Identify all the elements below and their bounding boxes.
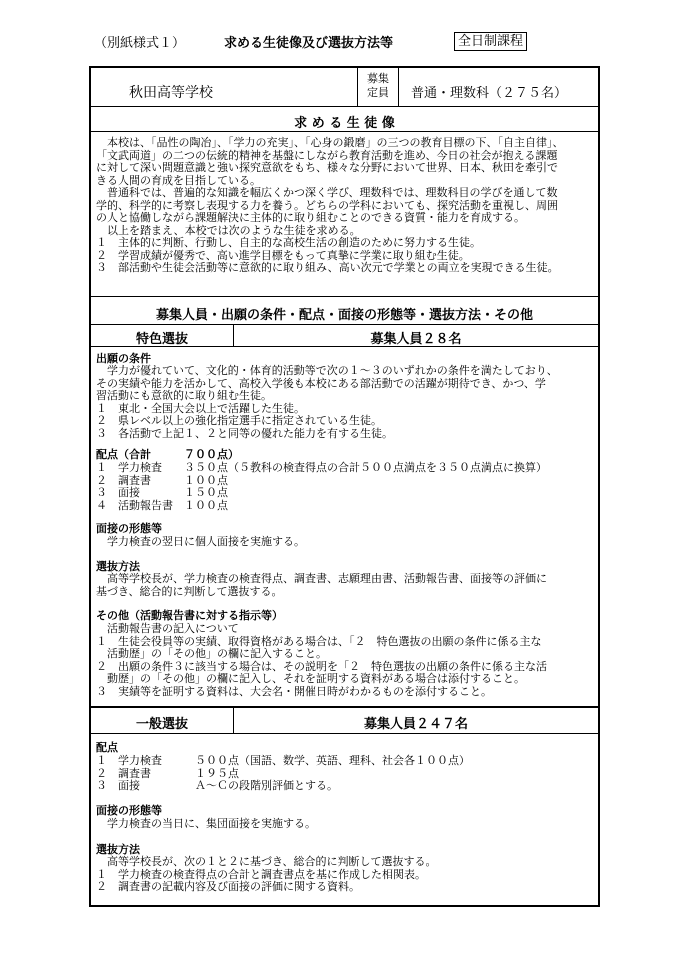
form-frame	[89, 66, 600, 907]
page-header	[94, 32, 534, 52]
general-score-heading: 配点	[96, 741, 118, 754]
course-type-box: 全日制課程	[454, 32, 527, 51]
general-method-body: 高等学校長が、次の１と２に基づき、総合的に判断して選抜する。 １ 学力検査の検査得点の合計と調査書点を基に作成した相関表。 ２ 調査書の記載内容及び面接の評価に関する資料。	[96, 855, 437, 893]
divider	[91, 296, 598, 297]
general-interview-heading: 面接の形態等	[96, 804, 162, 817]
special-interview-body: 学力検査の翌日に個人面接を実施する。	[96, 535, 305, 548]
recruit-capacity-label: 募集 定員	[367, 72, 389, 99]
special-score-body: １ 学力検査 ３５０点（５教科の検査得点の合計５００点満点を３５０点満点に換算） ２ 調査書 １００点 ３ 面接 １５０点 ４ 活動報告書 １００点	[96, 461, 547, 512]
school-name: 秋田高等学校	[129, 85, 213, 101]
special-conditions-body: 学力が優れていて、文化的・体育的活動等で次の１～３のいずれかの条件を満たしており、 その実績や能力を活かして、高校入学後も本校にある部活動での活躍が期待でき、かつ、学 習活動にも意欲的に取り組む生徒。 １ 東北・全国大会以上で活躍した生徒。 ２ 県レベル以上の強化指定選手に指定されている生徒。 ３ 各活動で上記１、２と同等の優れた能力を有する生徒。	[96, 364, 558, 440]
divider	[91, 346, 598, 347]
special-other-heading: その他（活動報告書に対する指示等）	[96, 609, 283, 622]
capacity-value: 普通・理数科（２７５名）	[411, 86, 568, 101]
special-recruit-count: 募集人員２８名	[370, 332, 462, 347]
general-selection-label: 一般選抜	[135, 717, 188, 732]
special-method-body: 高等学校長が、学力検査の検査得点、調査書、志願理由書、活動報告書、面接等の評価に 基づき、総合的に判断して選抜する。	[96, 572, 547, 598]
divider	[398, 68, 399, 106]
special-conditions-heading: 出願の条件	[96, 352, 151, 365]
general-method-heading: 選抜方法	[96, 843, 140, 856]
general-recruit-count: 募集人員２４７名	[363, 717, 468, 732]
form-label: （別紙様式１）	[94, 36, 186, 51]
document-title: 求める生徒像及び選抜方法等	[224, 36, 394, 51]
divider	[357, 68, 358, 106]
special-interview-heading: 面接の形態等	[96, 522, 162, 535]
general-score-body: １ 学力検査 ５００点（国語、数学、英語、理科、社会各１００点） ２ 調査書 １９５点 ３ 面接 Ａ～Ｃの段階別評価とする。	[96, 754, 470, 792]
special-selection-label: 特色選抜	[135, 332, 188, 347]
special-method-heading: 選抜方法	[96, 560, 140, 573]
divider	[91, 106, 598, 107]
selection-heading: 募集人員・出願の条件・配点・面接の形態等・選抜方法・その他	[155, 308, 533, 323]
divider	[91, 706, 598, 708]
general-interview-body: 学力検査の当日に、集団面接を実施する。	[96, 817, 316, 830]
ideal-student-body: 本校は、「品性の陶冶」、「学力の充実」、「心身の鍛磨」の三つの教育目標の下、「自主自律」、 「文武両道」の二つの伝統的精神を基盤にしながら教育活動を進め、今日の社会が抱える課題 に対して深い問題意識と強い探究意欲をもち、様々な分野において世界、日本、秋田を牽引で きる人間の育成を目指している。 普通科では、普遍的な知識を幅広くかつ深く学び、理数科では、理数科目の学びを通して数 学的、科学的に考察し表現する力を養う。どちらの学科においても、探究活動を重視し、周囲 の人と協働しながら課題解決に主体的に取り組むことのできる資質・能力を育成する。 以上を踏まえ、本校では次のような生徒を求める。 １ 主体的に判断、行動し、自主的な高校生活の創造のために努力する生徒。 ２ 学習成績が優秀で、高い進学目標をもって真摯に学業に取り組む生徒。 ３ 部活動や生徒会活動等に意欲的に取り組み、高い次元で学業との両立を実現できる生徒。	[96, 136, 564, 274]
ideal-student-heading: 求 め る 生 徒 像	[294, 116, 395, 131]
divider	[91, 131, 598, 132]
special-other-body: 活動報告書の記入について １ 生徒会役員等の実績、取得資格がある場合は、「２ 特色選抜の出願の条件に係る主な 活動歴」の「その他」の欄に記入すること。 ２ 出願の条件３に該当する場合は、その説明を「２ 特色選抜の出願の条件に係る主な活 動歴」の「その他」の欄に記入し、それを証明する資料がある場合は添付すること。 ３ 実績等を証明する資料は、大会名・開催日時がわかるものを添付すること。	[96, 622, 547, 698]
divider	[91, 733, 598, 734]
special-score-heading: 配点（合計 ７００点）	[96, 448, 239, 461]
divider	[91, 324, 598, 325]
